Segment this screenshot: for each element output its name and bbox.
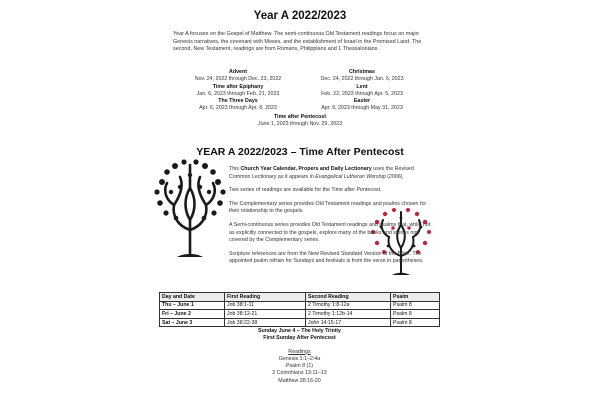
- sunday-subtitle: First Sunday After Pentecost: [263, 335, 336, 342]
- readings-heading: Readings: [288, 348, 311, 355]
- paragraph: A Semi-continuous series provides Old Testament readings and psalms that, while not as explicitly connected to the gospels, explore many of the books and stories not covered by the Complementary series.: [229, 222, 431, 244]
- season-name: Christmas: [349, 69, 375, 75]
- page-title: Year A 2022/2023: [253, 10, 347, 22]
- table-cell: Psalm 8: [391, 301, 440, 310]
- table-cell: Job 38:12-21: [225, 310, 306, 319]
- season-dates: Jan. 6, 2023 through Feb. 21, 2023: [196, 90, 280, 97]
- table-row: [160, 318, 440, 327]
- season-dates: Feb. 22, 2023 through Apr. 5, 2023: [321, 90, 403, 97]
- reading-item: Psalm 8 (1): [285, 363, 314, 370]
- table-cell: 2 Timothy 1:12b-14: [306, 310, 391, 319]
- column-header: Psalm: [391, 293, 440, 302]
- season-column-right: [282, 69, 442, 113]
- paragraph: The Complementary series provides Old Testament readings and psalms chosen for their relationship to the gospels.: [229, 200, 427, 215]
- column-header: Day and Date: [160, 293, 225, 302]
- section-title: YEAR A 2022/2023 – Time After Pentecost: [196, 146, 404, 158]
- season-dates: Dec. 24, 2022 through Jan. 6, 2023: [320, 76, 404, 83]
- season-name: Lent: [356, 83, 368, 90]
- season-name: Advent: [229, 69, 247, 75]
- reading-item: Genesis 1:1–2:4a: [278, 355, 321, 362]
- season-name: The Three Days: [218, 98, 258, 105]
- intro-paragraph: Year A focuses on the Gospel of Matthew. The semi-continuous Old Testament readings focus on major Genesis narratives, the covenant with Moses, and the establishment of Israel in the Promised Land. The second, New Testament, readings are from Romans, Philippians and 1 Thessalonians.: [173, 31, 422, 53]
- table-header-row: [160, 293, 440, 302]
- paragraph: Two series of readings are available for the Time after Pentecost.: [229, 187, 382, 194]
- sunday-title: Sunday June 4 – The Holy Trinity: [257, 328, 341, 334]
- season-name: Time after Epiphany: [212, 83, 264, 90]
- lectionary-description: [229, 166, 436, 272]
- text: (2006).: [385, 173, 404, 180]
- season-name: Time after Pentecost: [273, 114, 326, 120]
- tree-illustration-left: [150, 158, 230, 260]
- readings-table: [159, 292, 440, 327]
- table-cell: Psalm 8: [391, 310, 440, 319]
- reading-item: Matthew 28:16-20: [278, 377, 321, 384]
- table-cell: John 14:15-17: [306, 318, 391, 327]
- season-dates: Apr. 6, 2023 through Apr. 8, 2023: [199, 105, 277, 112]
- season-center: [220, 114, 380, 129]
- table-cell: Thu – June 1: [160, 301, 225, 310]
- table-cell: Fri – June 2: [160, 310, 225, 319]
- sunday-propers: [159, 328, 440, 385]
- table-cell: 2 Timothy 1:8-12a: [306, 301, 391, 310]
- text: This: [229, 166, 241, 172]
- text-bold: Church Year Calendar, Propers and Daily Lectionary: [240, 166, 372, 172]
- season-dates: June 1, 2023 through Nov. 29, 2023: [257, 121, 343, 128]
- column-header: Second Reading: [306, 293, 391, 302]
- season-dates: Nov. 24, 2022 through Dec. 23, 2022: [194, 76, 282, 83]
- text-italic: Evangelical Lutheran Worship: [315, 173, 386, 180]
- season-name: Easter: [353, 98, 371, 105]
- paragraph: Scripture references are from the New Revised Standard Version of the Bible. The appointed psalm refrain for Sundays and festivals is from the verse in parentheses.: [229, 250, 424, 265]
- reading-item: 2 Corinthians 13:11–13: [272, 370, 327, 377]
- season-dates: Apr. 9, 2023 through May 31, 2023: [321, 105, 403, 112]
- table-cell: Sat – June 3: [160, 318, 225, 327]
- text: uses the Revised Common Lectionary as it appears in: [229, 166, 414, 180]
- table-row: [160, 301, 440, 310]
- table-cell: Job 38:1-11: [225, 301, 306, 310]
- column-header: First Reading: [225, 293, 306, 302]
- table-row: [160, 310, 440, 319]
- paragraph: [229, 166, 436, 181]
- table-cell: Job 38:22-38: [225, 318, 306, 327]
- table-cell: Psalm 8: [391, 318, 440, 327]
